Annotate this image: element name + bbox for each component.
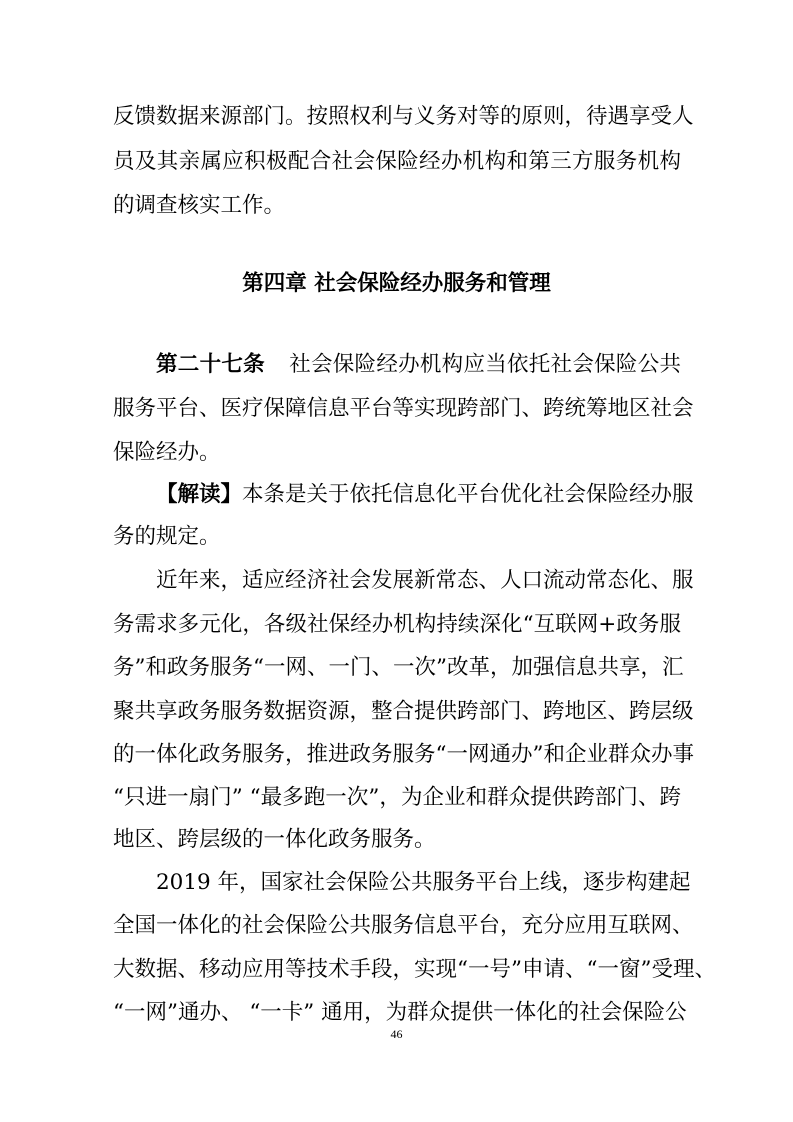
recent-line-3: 务”和政务服务“一网、一门、一次”改革，加强信息共享，汇 — [113, 655, 684, 680]
feedback-line-1: 反馈数据来源部门。按照权利与义务对等的原则，待遇享受人 — [113, 104, 694, 129]
feedback-line-3: 的调查核实工作。 — [113, 193, 286, 218]
article-27-line-2: 服务平台、医疗保障信息平台等实现跨部门、跨统筹地区社会 — [113, 396, 694, 421]
recent-line-6: “只进一扇门” “最多跑一次”，为企业和群众提供跨部门、跨 — [113, 785, 681, 810]
interpretation-label: 【解读】 — [156, 482, 243, 507]
interpretation-line-2: 务的规定。 — [113, 524, 221, 549]
2019-line-1: 2019 年，国家社会保险公共服务平台上线，逐步构建起 — [156, 870, 691, 895]
page-number: 46 — [390, 1027, 403, 1041]
recent-line-2: 务需求多元化，各级社保经办机构持续深化“互联网+政务服 — [113, 612, 681, 637]
feedback-line-2: 员及其亲属应积极配合社会保险经办机构和第三方服务机构 — [113, 149, 681, 174]
chapter-heading: 第四章 社会保险经办服务和管理 — [242, 271, 551, 296]
recent-line-5: 的一体化政务服务，推进政务服务“一网通办”和企业群众办事 — [113, 742, 694, 767]
2019-line-2: 全国一体化的社会保险公共服务信息平台，充分应用互联网、 — [113, 913, 694, 938]
article-27-label: 第二十七条 — [156, 352, 265, 377]
2019-line-3: 大数据、移动应用等技术手段，实现“一号”申请、“一窗”受理、 — [113, 957, 716, 982]
recent-line-1: 近年来，适应经济社会发展新常态、人口流动常态化、服 — [156, 568, 694, 593]
article-27-line-1 — [156, 350, 681, 380]
interpretation-line-1-text: 本条是关于依托信息化平台优化社会保险经办服 — [242, 482, 694, 507]
article-27-line-1-text: 社会保险经办机构应当依托社会保险公共 — [288, 352, 681, 377]
recent-line-7: 地区、跨层级的一体化政务服务。 — [113, 827, 436, 852]
2019-line-4: “一网”通办、 “一卡” 通用，为群众提供一体化的社会保险公 — [113, 1000, 687, 1025]
article-27-line-3: 保险经办。 — [113, 440, 221, 465]
interpretation-line-1 — [156, 480, 694, 510]
recent-line-4: 聚共享政务服务数据资源，整合提供跨部门、跨地区、跨层级 — [113, 699, 694, 724]
